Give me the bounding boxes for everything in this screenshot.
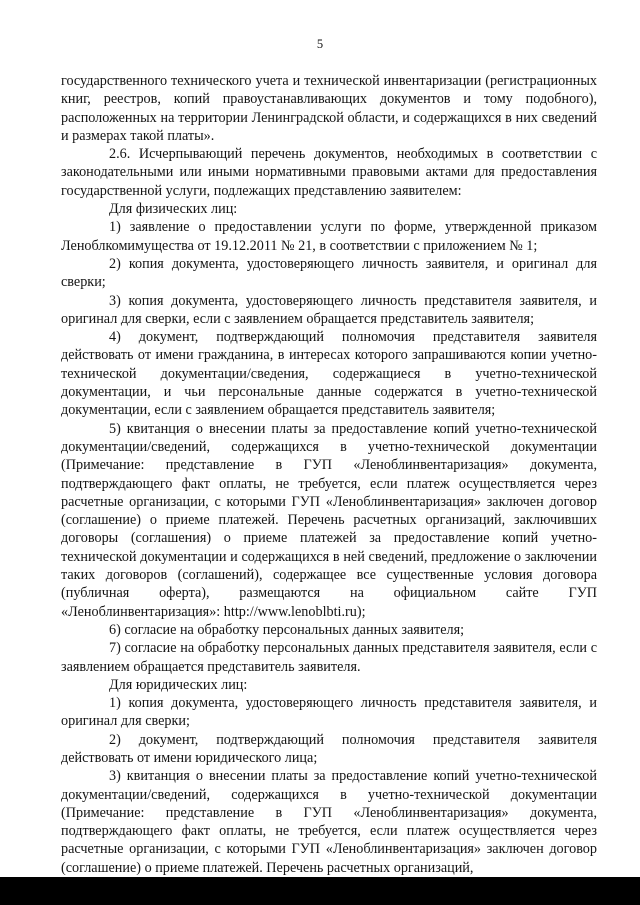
list-item: 3) копия документа, удостоверяющего личность представителя заявителя, и оригинал для сверки, если с заявлением обращается представитель заявителя; xyxy=(61,292,597,327)
list-item: 5) квитанция о внесении платы за предоставление копий учетно-технической документации/сведений, содержащихся в учетно-технической документации (Примечание: представление в ГУП «Леноблинвентаризация» документа, подтверждающего факт оплаты, не требуется, если платеж осуществляется через расчетные организации, с которыми ГУП «Леноблинвентаризация» заключен договор (соглашение) о приеме платежей. Перечень расчетных организаций, заключивших договоры (соглашения) о приеме платежей за предоставление копий учетно-технической документации и содержащихся в ней сведений, предложение о заключении таких договоров (соглашений), содержащее все существенные условия договора (публичная оферта), размещаются на официальном сайте ГУП «Леноблинвентаризация»: http://www.lenoblbti.ru); xyxy=(61,420,597,620)
list-item: 2) документ, подтверждающий полномочия представителя заявителя действовать от имени юридического лица; xyxy=(61,731,597,766)
page-number: 5 xyxy=(316,37,324,51)
list-item: 1) заявление о предоставлении услуги по форме, утвержденной приказом Леноблкомимущества от 19.12.2011 № 21, в соответствии с приложением № 1; xyxy=(61,219,597,254)
list-item: 7) согласие на обработку персональных данных представителя заявителя, если с заявлением обращается представитель заявителя. xyxy=(61,640,597,675)
document-body xyxy=(61,72,597,877)
paragraph-continuation: государственного технического учета и технической инвентаризации (регистрационных книг, реестров, копий правоустанавливающих документов и тому подобного), расположенных на территории Ленинградской области, и содержащихся в них сведений и размерах такой платы». xyxy=(61,73,597,144)
list-item: 3) квитанция о внесении платы за предоставление копий учетно-технической документации/сведений, содержащихся в учетно-технической документации (Примечание: представление в ГУП «Леноблинвентаризация» документа, подтверждающего факт оплаты, не требуется, если платеж осуществляется через расчетные организации, с которыми ГУП «Леноблинвентаризация» заключен договор (соглашение) о приеме платежей. Перечень расчетных организаций, xyxy=(61,768,597,876)
list-item: 2) копия документа, удостоверяющего личность заявителя, и оригинал для сверки; xyxy=(61,255,597,291)
heading-individuals: Для физических лиц: xyxy=(109,201,238,218)
list-item: 1) копия документа, удостоверяющего личность представителя заявителя, и оригинал для сверки; xyxy=(61,695,597,730)
scan-bottom-edge xyxy=(0,877,640,905)
list-item: 4) документ, подтверждающий полномочия представителя заявителя действовать от имени гражданина, в интересах которого запрашиваются копии учетно-технической документации/сведения, содержащиеся в учетно-технической документации, и чьи персональные данные содержатся в учетно-технической документации, если с заявлением обращается представитель заявителя; xyxy=(61,329,597,419)
paragraph-2-6: 2.6. Исчерпывающий перечень документов, необходимых в соответствии с законодательными или иными нормативными правовыми актами для предоставления государственной услуги, подлежащих представлению заявителем: xyxy=(61,146,597,199)
list-item: 6) согласие на обработку персональных данных заявителя; xyxy=(109,621,465,638)
heading-legal-entities: Для юридических лиц: xyxy=(109,676,248,693)
